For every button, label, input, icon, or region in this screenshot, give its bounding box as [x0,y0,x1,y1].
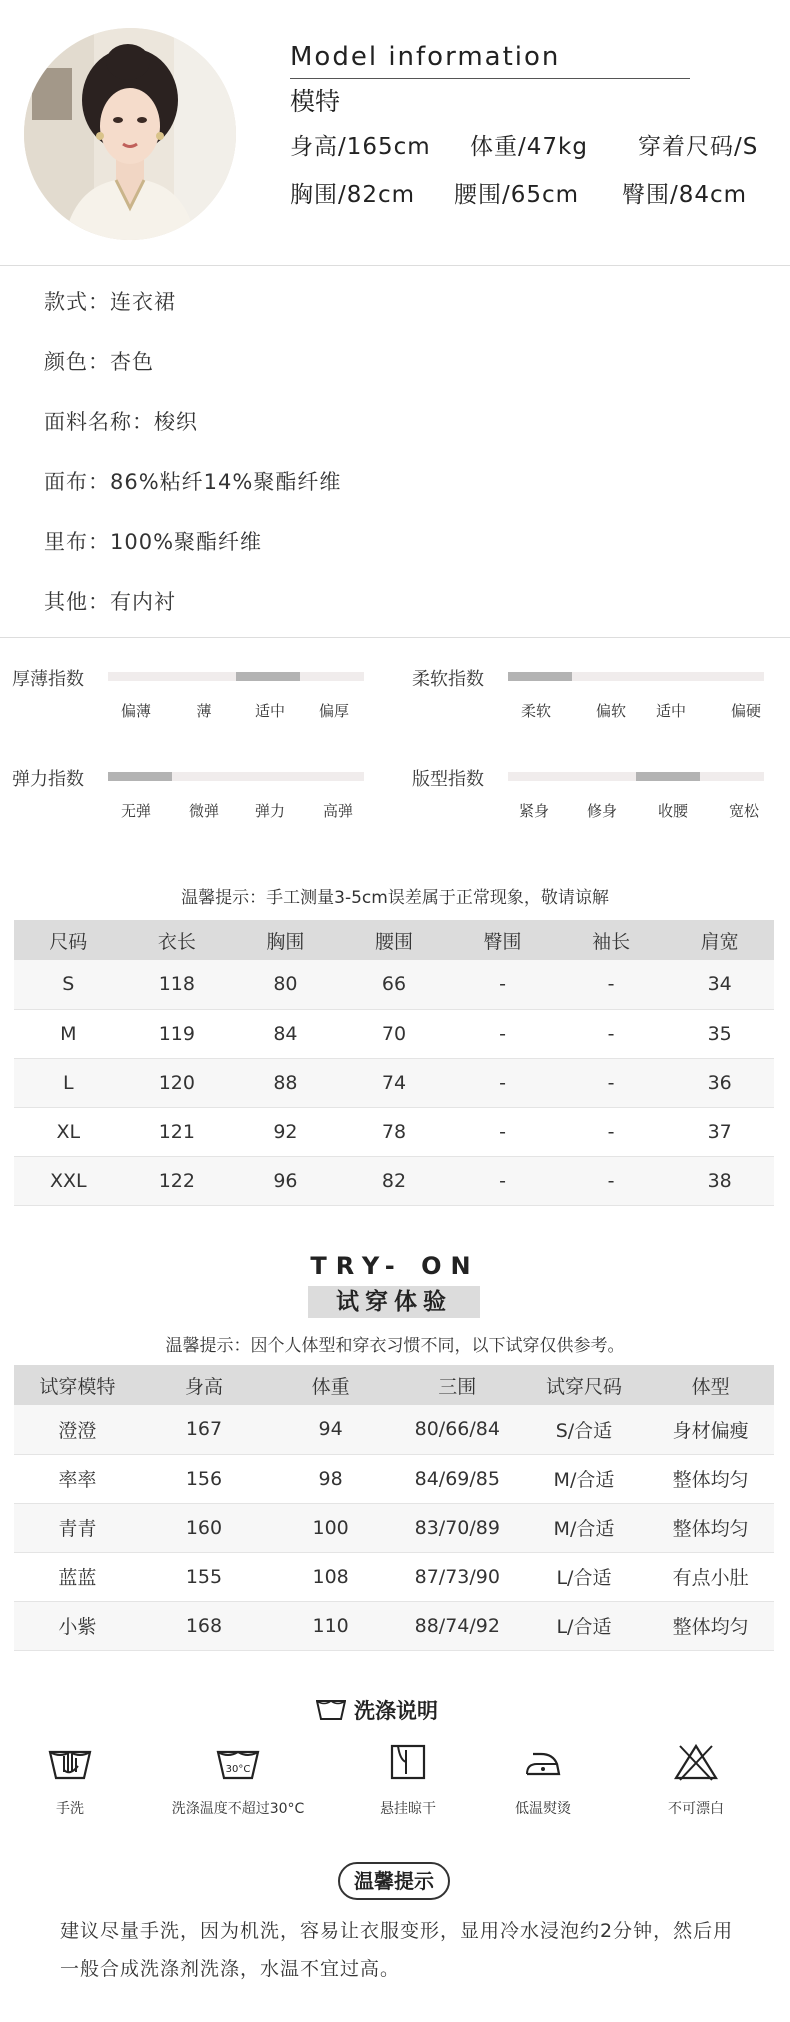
thickness-tick: 偏厚 [318,702,350,720]
table-row [14,1552,774,1601]
wash-item-30c [158,1740,318,1818]
low-iron-label: 低温熨烫 [515,1801,571,1817]
tryon-note: 温馨提示：因个人体型和穿衣习惯不同，以下试穿仅供参考。 [165,1336,625,1356]
tips-badge: 温馨提示 [338,1862,450,1900]
washing-title-text: 洗涤说明 [354,1699,438,1723]
hand-wash-icon [46,1740,94,1784]
model-title-underline [290,78,690,79]
wash-temp-label: 洗涤温度不超过30°C [171,1801,305,1817]
wash-30-icon [214,1740,262,1784]
fit-index-bar [508,772,764,781]
tryon-header-cell: 身高 [141,1365,268,1405]
tryon-header-cell: 体型 [647,1365,774,1405]
spec-other: 其他：有内衬 [44,590,176,614]
fit-tick: 修身 [586,802,618,820]
table-cell: 119 [123,1009,232,1058]
tryon-table [14,1365,774,1651]
table-cell: 94 [267,1405,394,1454]
hang-dry-label: 悬挂晾干 [380,1801,436,1817]
divider [0,637,790,638]
table-cell: 74 [340,1058,449,1107]
thickness-tick: 薄 [196,702,212,720]
table-cell: - [448,1058,557,1107]
thickness-index-label: 厚薄指数 [12,669,84,690]
tryon-title-en: TRY- ON [310,1252,480,1280]
washing-title [316,1694,438,1726]
table-cell: 87/73/90 [394,1552,521,1601]
table-cell: 整体均匀 [647,1601,774,1650]
table-cell: 88 [231,1058,340,1107]
hand-wash-label: 手洗 [56,1801,84,1817]
measurement-note: 温馨提示：手工测量3-5cm误差属于正常现象，敬请谅解 [181,888,609,908]
softness-index-label: 柔软指数 [412,669,484,690]
table-row [14,1058,774,1107]
table-cell: 78 [340,1107,449,1156]
no-bleach-label: 不可漂白 [668,1801,724,1817]
table-cell: L/合适 [521,1552,648,1601]
table-cell: 35 [665,1009,774,1058]
table-cell: 84/69/85 [394,1454,521,1503]
table-cell: - [448,960,557,1009]
elasticity-tick: 无弹 [120,802,152,820]
table-cell: 121 [123,1107,232,1156]
table-cell: 83/70/89 [394,1503,521,1552]
table-cell: 70 [340,1009,449,1058]
model-photo-illustration [24,28,236,240]
spec-outer-fabric: 面布：86%粘纤14%聚酯纤维 [44,470,342,494]
table-cell: 100 [267,1503,394,1552]
table-cell: 澄澄 [14,1405,141,1454]
table-cell: 84 [231,1009,340,1058]
size-table [14,920,774,1206]
table-cell: 小紫 [14,1601,141,1650]
table-cell: M/合适 [521,1503,648,1552]
tips-text: 建议尽量手洗，因为机洗，容易让衣服变形，显用冷水浸泡约2分钟，然后用一般合成洗涤剂洗涤，水温不宜过高。 [60,1920,734,1980]
elasticity-tick: 高弹 [322,802,354,820]
table-row [14,1503,774,1552]
table-cell: 80/66/84 [394,1405,521,1454]
table-cell: 身材偏瘦 [647,1405,774,1454]
table-cell: 156 [141,1454,268,1503]
table-cell: 167 [141,1405,268,1454]
tryon-header-cell: 三围 [394,1365,521,1405]
hang-dry-icon [384,1740,432,1784]
elasticity-tick: 弹力 [254,802,286,820]
model-height: 身高/165cm [290,134,431,160]
table-row [14,1009,774,1058]
table-cell: S/合适 [521,1405,648,1454]
low-iron-icon [519,1740,567,1784]
table-cell: - [448,1156,557,1205]
elasticity-index-bar [108,772,364,781]
model-avatar [24,28,236,240]
size-header-cell: 胸围 [231,920,340,960]
size-header-cell: 尺码 [14,920,123,960]
size-table-header [14,920,774,960]
tryon-header-cell: 试穿模特 [14,1365,141,1405]
table-cell: 110 [267,1601,394,1650]
fit-index-label: 版型指数 [412,769,484,790]
table-cell: 整体均匀 [647,1503,774,1552]
table-cell: - [557,1156,666,1205]
table-cell: 92 [231,1107,340,1156]
table-cell: - [557,1009,666,1058]
table-cell: 38 [665,1156,774,1205]
table-cell: 有点小肚 [647,1552,774,1601]
wash-item-low-iron [463,1740,623,1818]
no-bleach-icon [672,1740,720,1784]
table-cell: 160 [141,1503,268,1552]
size-header-cell: 臀围 [448,920,557,960]
table-cell: 37 [665,1107,774,1156]
fit-tick: 宽松 [728,802,760,820]
table-cell: 34 [665,960,774,1009]
table-cell: 蓝蓝 [14,1552,141,1601]
table-cell: 120 [123,1058,232,1107]
softness-tick: 适中 [655,702,687,720]
table-row [14,1405,774,1454]
table-cell: 108 [267,1552,394,1601]
table-cell: 168 [141,1601,268,1650]
model-subtitle: 模特 [290,87,341,116]
model-size: 穿着尺码/S [638,134,759,160]
table-cell: 155 [141,1552,268,1601]
thickness-tick: 偏薄 [120,702,152,720]
model-bust: 胸围/82cm [290,182,416,208]
thickness-tick: 适中 [254,702,286,720]
table-cell: 88/74/92 [394,1601,521,1650]
model-hip: 臀围/84cm [622,182,748,208]
table-cell: 82 [340,1156,449,1205]
table-cell: - [557,960,666,1009]
size-header-cell: 袖长 [557,920,666,960]
size-header-cell: 肩宽 [665,920,774,960]
elasticity-index-marker [108,772,172,781]
elasticity-tick: 微弹 [188,802,220,820]
thickness-index-marker [236,672,300,681]
spec-fabric-name: 面料名称：梭织 [44,410,198,434]
table-row [14,1107,774,1156]
tryon-header-cell: 试穿尺码 [521,1365,648,1405]
fit-index-marker [636,772,700,781]
softness-tick: 柔软 [520,702,552,720]
table-cell: XL [14,1107,123,1156]
softness-index-bar [508,672,764,681]
table-cell: S [14,960,123,1009]
table-row [14,1601,774,1650]
table-cell: 96 [231,1156,340,1205]
table-cell: XXL [14,1156,123,1205]
table-cell: - [557,1058,666,1107]
size-header-cell: 腰围 [340,920,449,960]
table-row [14,1454,774,1503]
table-cell: - [557,1107,666,1156]
spec-style: 款式：连衣裙 [44,290,176,314]
table-cell: M [14,1009,123,1058]
size-header-cell: 衣长 [123,920,232,960]
model-waist: 腰围/65cm [454,182,580,208]
model-weight: 体重/47kg [470,134,588,160]
table-cell: 整体均匀 [647,1454,774,1503]
table-cell: 36 [665,1058,774,1107]
thickness-index-bar [108,672,364,681]
spec-lining: 里布：100%聚酯纤维 [44,530,263,554]
wash-item-hand-wash [0,1740,150,1818]
table-cell: M/合适 [521,1454,648,1503]
wash-tub-icon [316,1699,346,1721]
table-cell: 122 [123,1156,232,1205]
tryon-header-cell: 体重 [267,1365,394,1405]
tryon-title-cn: 试穿体验 [308,1286,480,1318]
spec-color: 颜色：杏色 [44,350,154,374]
wash-30-icon-text: 30°C [225,1764,251,1775]
table-cell: 66 [340,960,449,1009]
softness-tick: 偏软 [595,702,627,720]
divider [0,265,790,266]
table-cell: L [14,1058,123,1107]
table-row [14,1156,774,1205]
softness-index-marker [508,672,572,681]
table-cell: L/合适 [521,1601,648,1650]
fit-tick: 紧身 [518,802,550,820]
table-cell: - [448,1107,557,1156]
model-title: Model information [290,42,561,72]
table-cell: - [448,1009,557,1058]
softness-tick: 偏硬 [730,702,762,720]
table-cell: 80 [231,960,340,1009]
tryon-table-header [14,1365,774,1405]
model-info-section [0,0,790,266]
elasticity-index-label: 弹力指数 [12,769,84,790]
fit-tick: 收腰 [657,802,689,820]
table-row [14,960,774,1009]
table-cell: 率率 [14,1454,141,1503]
table-cell: 98 [267,1454,394,1503]
wash-item-no-bleach [616,1740,776,1818]
table-cell: 118 [123,960,232,1009]
table-cell: 青青 [14,1503,141,1552]
